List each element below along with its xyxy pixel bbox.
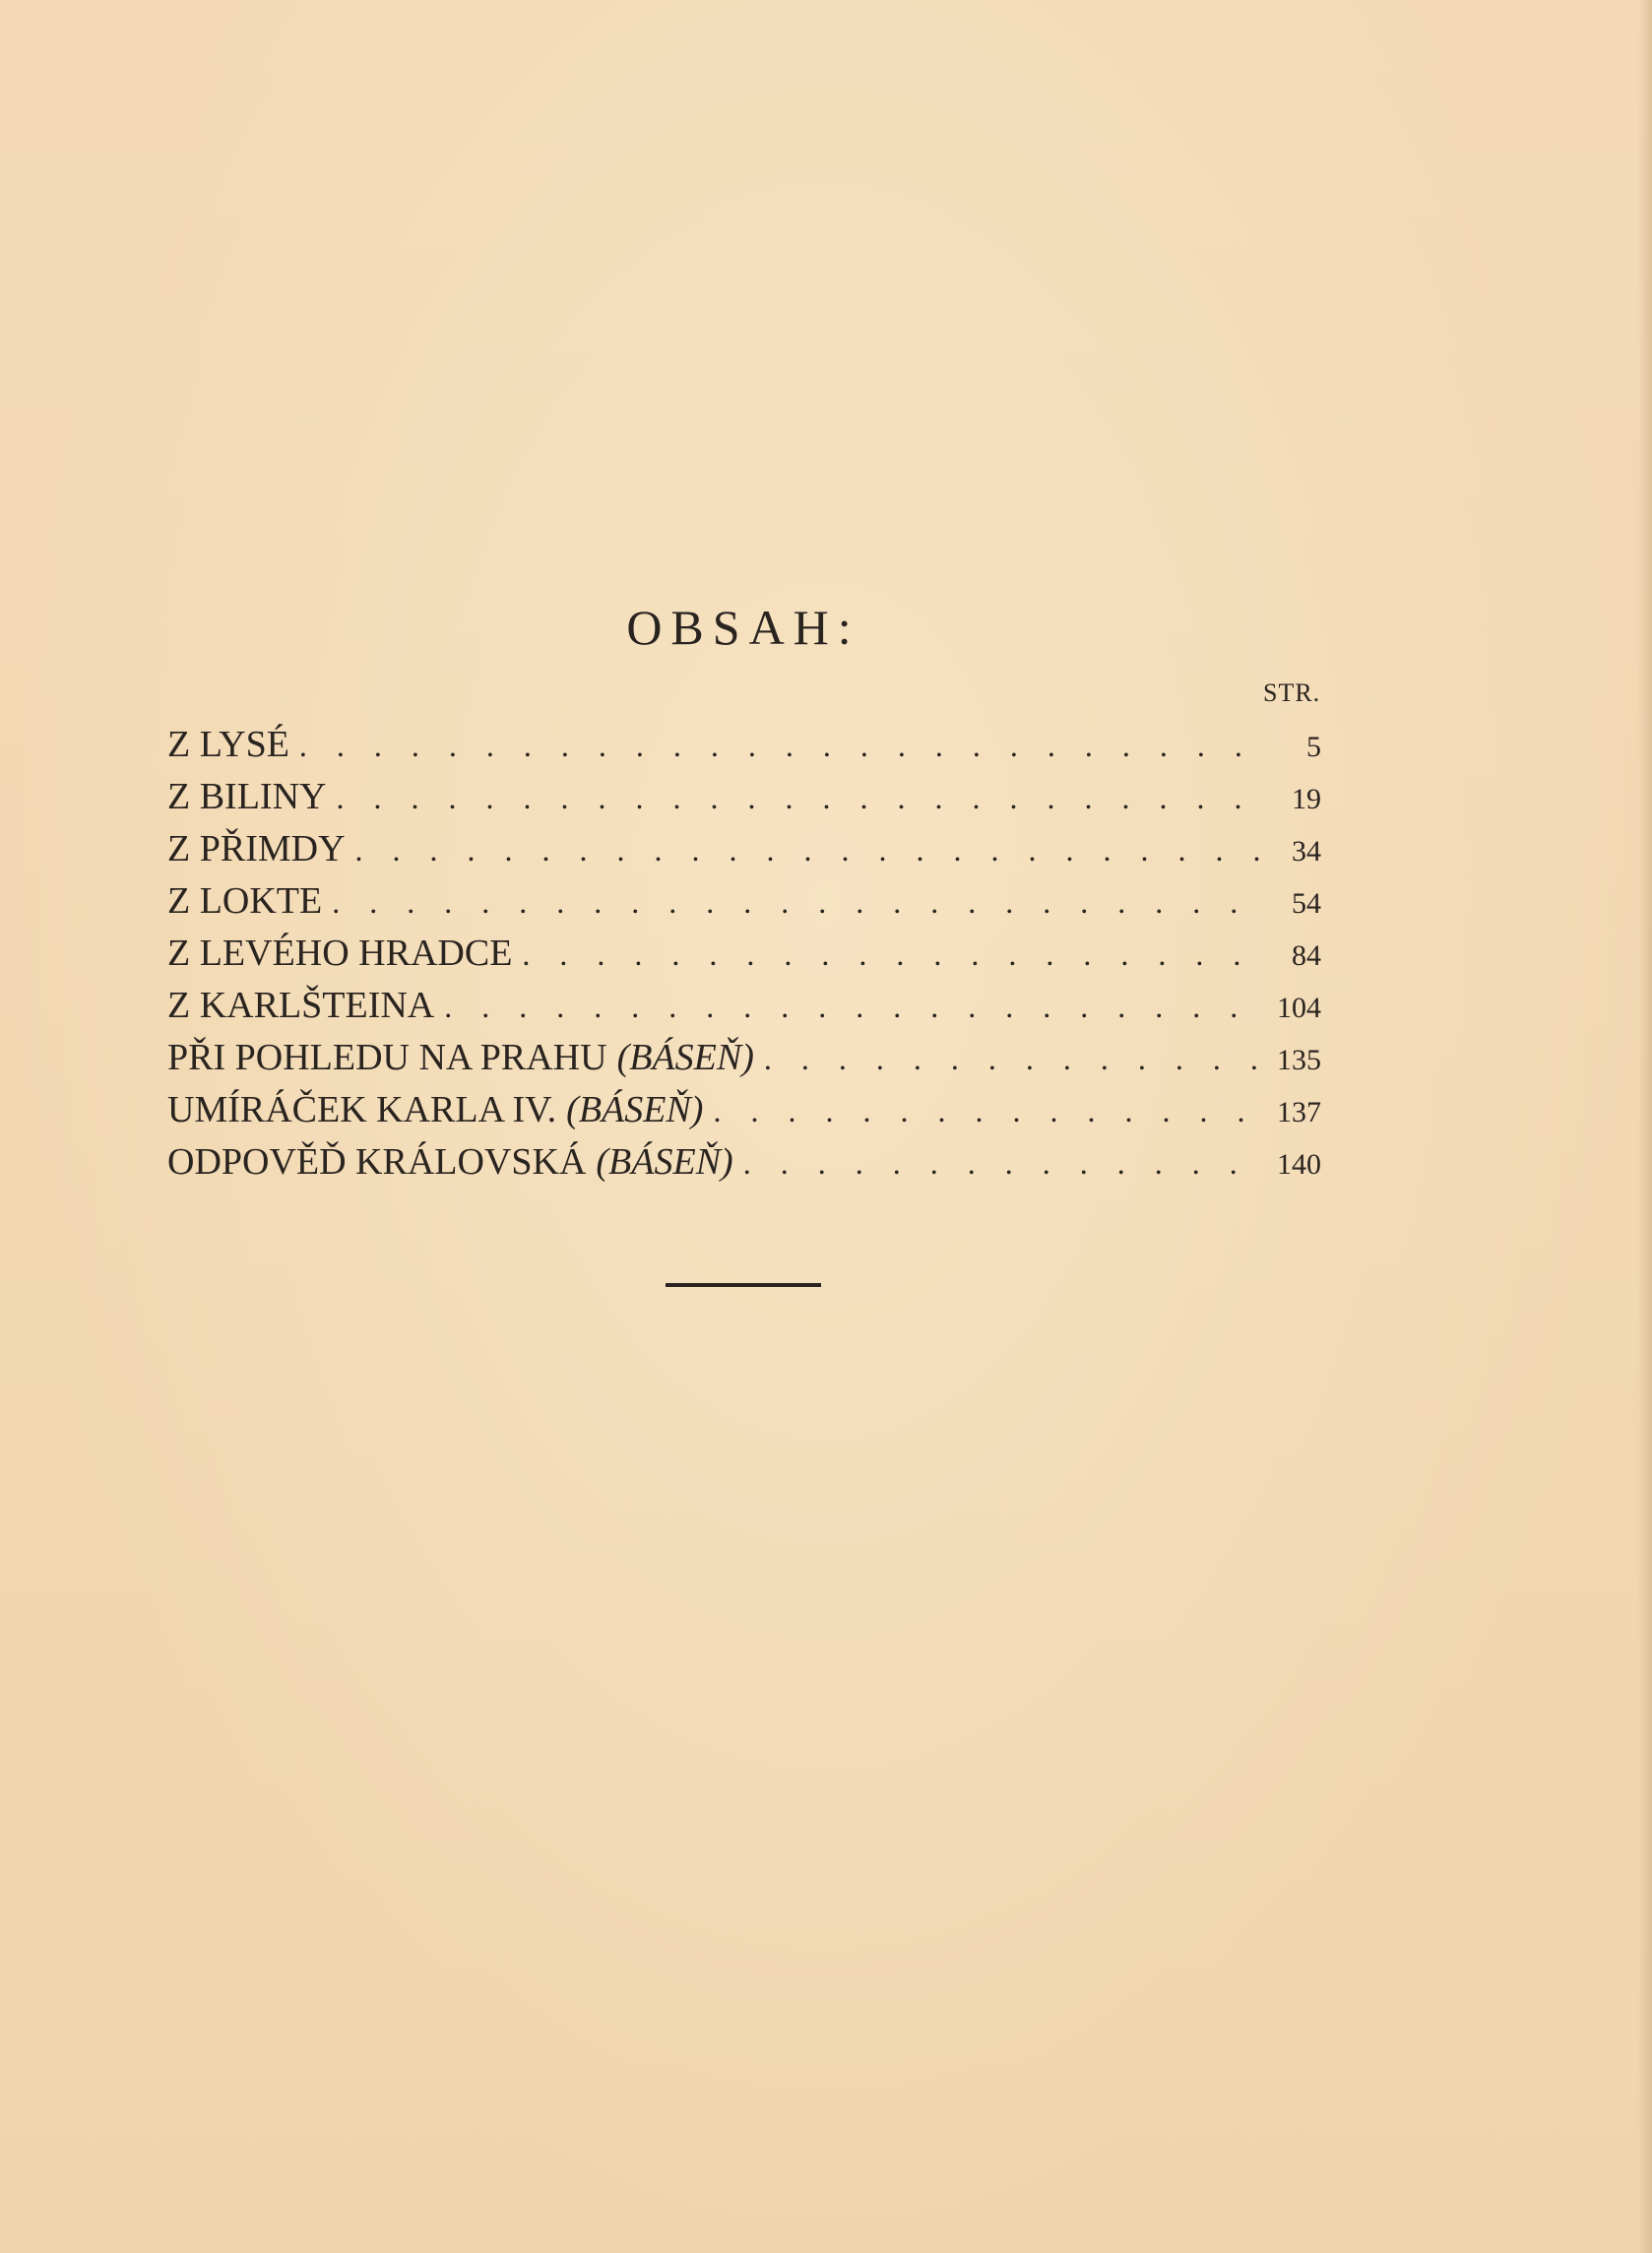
toc-entry (167, 1140, 1321, 1192)
toc-entry-page: 140 (1277, 1148, 1321, 1181)
toc-entry (167, 827, 1321, 879)
page-title: OBSAH: (626, 600, 860, 655)
page-column-label: STR. (1263, 678, 1321, 707)
toc-entry-title: Z BILINY (167, 776, 327, 817)
dot-leader (355, 832, 1266, 869)
dot-leader (336, 780, 1266, 816)
toc-entry-title: UMÍRÁČEK KARLA IV. (BÁSEŇ) (167, 1089, 704, 1130)
dot-leader (444, 989, 1266, 1025)
toc-entry-subtitle: (BÁSEŇ) (616, 1037, 754, 1078)
dot-leader (713, 1093, 1266, 1129)
toc-entry-subtitle: (BÁSEŇ) (566, 1089, 704, 1130)
toc-entry (167, 1088, 1321, 1140)
dot-leader (522, 936, 1266, 973)
toc-entry-page: 54 (1292, 887, 1321, 920)
dot-leader (764, 1041, 1266, 1077)
toc-entry-subtitle: (BÁSEŇ) (596, 1141, 733, 1183)
toc-entry-page: 34 (1292, 835, 1321, 868)
toc-entry (167, 879, 1321, 932)
dot-leader (299, 728, 1266, 764)
toc-entry-title: Z LYSÉ (167, 724, 289, 765)
toc-entry-title: ODPOVĚĎ KRÁLOVSKÁ (BÁSEŇ) (167, 1141, 733, 1183)
toc-entry-title: Z LEVÉHO HRADCE (167, 933, 513, 974)
toc-entry-title: PŘI POHLEDU NA PRAHU (BÁSEŇ) (167, 1037, 754, 1078)
toc-entry-page: 137 (1277, 1096, 1321, 1128)
toc-entry-page: 84 (1292, 939, 1321, 972)
toc-entry (167, 775, 1321, 827)
page-edge-shadow (1638, 0, 1652, 2253)
toc-entry-page: 5 (1306, 731, 1321, 763)
toc-entry-page: 19 (1292, 783, 1321, 815)
toc-entry (167, 984, 1321, 1036)
toc-entry (167, 1036, 1321, 1088)
toc-entry-page: 135 (1277, 1044, 1321, 1076)
toc-entry-title: Z KARLŠTEINA (167, 985, 435, 1026)
toc-entry (167, 723, 1321, 775)
table-of-contents (167, 723, 1321, 1192)
dot-leader (743, 1145, 1266, 1182)
dot-leader (332, 884, 1266, 921)
toc-entry-page: 104 (1277, 992, 1321, 1024)
toc-entry-title: Z PŘIMDY (167, 828, 346, 869)
toc-entry (167, 932, 1321, 984)
toc-entry-title: Z LOKTE (167, 880, 323, 922)
decorative-rule (666, 1283, 821, 1287)
